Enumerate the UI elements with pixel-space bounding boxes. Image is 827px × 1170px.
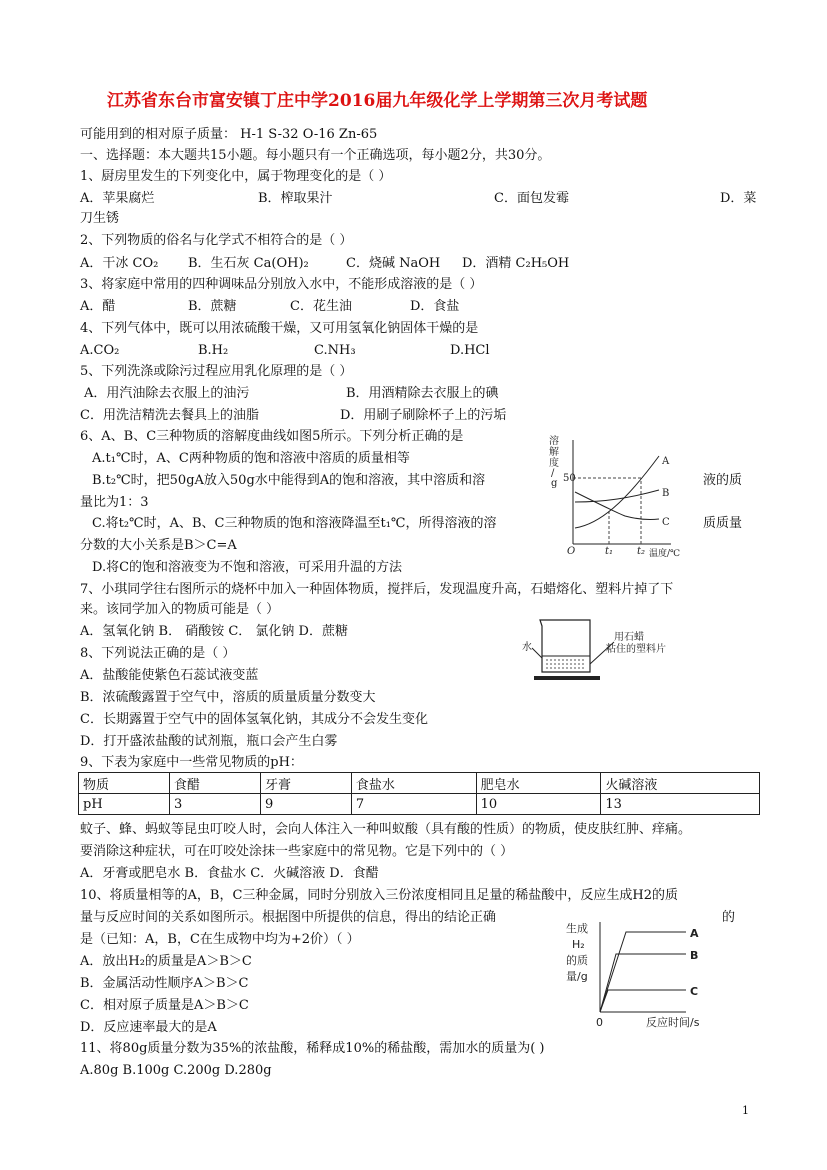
- q1-option-b: B．榨取果汁: [258, 191, 333, 206]
- graph6-ylabel-2: 解: [549, 447, 559, 458]
- q10-option-c: C．相对原子质量是A＞B＞C: [80, 998, 249, 1013]
- q6-stem: 6、A、B、C三种物质的溶解度曲线如图5所示。下列分析正确的是: [80, 429, 464, 444]
- q10-option-b: B．金属活动性顺序A＞B＞C: [80, 976, 249, 991]
- page-number: 1: [742, 1104, 749, 1117]
- beaker-figure: [520, 618, 710, 688]
- graph6-label-b: B: [662, 488, 670, 499]
- graph6-ylabel-3: 度: [549, 458, 559, 469]
- graph10-line-b: [600, 954, 686, 1012]
- graph10-xlabel: 反应时间/s: [646, 1016, 700, 1029]
- q8-option-d: D．打开盛浓盐酸的试剂瓶，瓶口会产生白雾: [80, 734, 338, 749]
- q1-option-a: A．苹果腐烂: [80, 191, 155, 206]
- q6-option-c-cont: 质质量: [703, 516, 743, 531]
- q6-option-a: A.t₁℃时，A、C两种物质的饱和溶液中溶质的质量相等: [92, 451, 410, 466]
- graph10-ylabel-1: 生成: [566, 922, 588, 935]
- q11-options: A.80g B.100g C.200g D.280g: [80, 1063, 272, 1078]
- graph6-curve-a: [575, 456, 659, 528]
- q1-option-c: C．面包发霉: [494, 191, 569, 206]
- graph6-y50: 50: [563, 473, 576, 484]
- graph10-origin: 0: [596, 1016, 603, 1029]
- graph10-label-a: A: [690, 927, 699, 940]
- beaker-water-label: 水: [522, 642, 532, 653]
- table-cell: 牙膏: [260, 773, 351, 794]
- table-cell: 食盐水: [351, 773, 476, 794]
- q3-option-b: B．蔗糖: [188, 299, 237, 314]
- q10-option-d: D．反应速率最大的是A: [80, 1020, 217, 1035]
- graph6-curve-c: [575, 492, 659, 520]
- q6-option-b-cont2: 量比为1：3: [80, 495, 149, 510]
- graph10-ylabel-2: H₂: [572, 938, 585, 951]
- q9-options: A．牙膏或肥皂水 B．食盐水 C．火碱溶液 D．食醋: [80, 866, 379, 881]
- q11-stem: 11、将80g质量分数为35%的浓盐酸，稀释成10%的稀盐酸，需加水的质量为( ): [80, 1041, 545, 1056]
- q4-option-d: D.HCl: [450, 343, 490, 358]
- q4-option-c: C.NH₃: [314, 343, 356, 358]
- graph10-ylabel-3: 的质: [566, 954, 588, 967]
- q6-option-b-cont: 液的质: [703, 473, 743, 488]
- q2-option-d: D．酒精 C₂H₅OH: [462, 256, 570, 271]
- q10-option-a: A．放出H₂的质量是A＞B＞C: [80, 954, 252, 969]
- q9-stem: 9、下表为家庭中一些常见物质的pH：: [80, 755, 303, 770]
- q7-stem-cont: 来。该同学加入的物质可能是（ ）: [80, 602, 280, 617]
- ph-table: [78, 772, 760, 815]
- beaker-label-2: 粘住的塑料片: [606, 644, 666, 655]
- q8-option-b: B．浓硫酸露置于空气中，溶质的质量质量分数变大: [80, 690, 376, 705]
- q6-option-b: B.t₂℃时，把50gA放入50g水中能得到A的饱和溶液，其中溶质和溶: [92, 473, 486, 488]
- q6-option-d: D.将C的饱和溶液变为不饱和溶液，可采用升温的方法: [92, 560, 403, 575]
- table-cell: 3: [169, 794, 260, 815]
- table-cell: 9: [260, 794, 351, 815]
- solubility-curve-figure: [545, 432, 695, 562]
- table-cell: 7: [351, 794, 476, 815]
- q4-option-a: A.CO₂: [80, 343, 120, 358]
- q6-option-c: C.将t₂℃时，A、B、C三种物质的饱和溶液降温至t₁℃，所得溶液的溶: [92, 516, 497, 531]
- graph10-label-c: C: [690, 985, 699, 998]
- q10-stem-cont-tail: 的: [722, 910, 736, 925]
- page-title: 江苏省东台市富安镇丁庄中学2016届九年级化学上学期第三次月考试题: [107, 91, 648, 111]
- graph6-xlabel: 温度/℃: [649, 549, 681, 559]
- table-cell: 10: [476, 794, 601, 815]
- graph6-curve-b: [575, 490, 659, 502]
- q6-option-c-cont2: 分数的大小关系是B＞C=A: [80, 538, 237, 553]
- q4-stem: 4、下列气体中，既可以用浓硫酸干燥，又可用氢氧化钠固体干燥的是: [80, 321, 479, 336]
- table-cell: pH: [79, 794, 170, 815]
- q2-stem: 2、下列物质的俗名与化学式不相符合的是（ ）: [80, 233, 353, 248]
- q5-option-c: C．用洗洁精洗去餐具上的油脂: [80, 408, 259, 423]
- q8-option-c: C．长期露置于空气中的固体氢氧化钠，其成分不会发生变化: [80, 712, 428, 727]
- graph10-line-a: [600, 932, 686, 1012]
- h2-mass-graph: [560, 918, 720, 1033]
- beaker-label-1: 用石蜡: [614, 632, 644, 643]
- q5-option-a: A．用汽油除去衣服上的油污: [84, 386, 250, 401]
- q5-option-b: B．用酒精除去衣服上的碘: [346, 386, 499, 401]
- graph10-label-b: B: [690, 949, 699, 962]
- q4-option-b: B.H₂: [198, 343, 229, 358]
- q2-option-a: A．干冰 CO₂: [80, 256, 159, 271]
- graph10-line-c: [600, 990, 686, 1012]
- graph6-origin: O: [567, 546, 576, 557]
- graph6-label-c: C: [662, 517, 670, 528]
- table-cell: 13: [601, 794, 760, 815]
- q3-option-c: C．花生油: [290, 299, 352, 314]
- table-cell: 火碱溶液: [601, 773, 760, 794]
- q1-stem: 1、厨房里发生的下列变化中，属于物理变化的是（ ）: [80, 169, 392, 184]
- q5-option-d: D．用刷子刷除杯子上的污垢: [340, 408, 507, 423]
- table-cell: 肥皂水: [476, 773, 601, 794]
- q3-option-d: D．食盐: [410, 299, 460, 314]
- table-cell: 物质: [79, 773, 170, 794]
- atomic-masses: 可能用到的相对原子质量： H-1 S-32 O-16 Zn-65: [80, 127, 378, 142]
- q8-stem: 8、下列说法正确的是（ ）: [80, 646, 236, 661]
- q1-option-d: D．菜: [720, 191, 757, 206]
- q2-option-c: C．烧碱 NaOH: [346, 256, 441, 271]
- q3-stem: 3、将家庭中常用的四种调味品分别放入水中，不能形成溶液的是（ ）: [80, 277, 483, 292]
- q10-stem: 10、将质量相等的A，B，C三种金属，同时分别放入三份浓度相同且足量的稀盐酸中，反应生成H2的质: [80, 888, 679, 903]
- graph6-t2: t₂: [637, 546, 646, 557]
- q10-stem-cont: 量与反应时间的关系如图所示。根据图中所提供的信息，得出的结论正确: [80, 910, 497, 925]
- graph6-t1: t₁: [605, 546, 614, 557]
- table-row: [79, 773, 760, 794]
- plastic-sheet: [534, 676, 600, 680]
- graph10-ylabel-4: 量/g: [566, 970, 588, 983]
- q10-stem-cont2: 是（已知：A，B，C在生成物中均为+2价）（ ）: [80, 932, 360, 947]
- q1-option-d-cont: 刀生锈: [80, 211, 120, 226]
- q8-option-a: A．盐酸能使紫色石蕊试液变蓝: [80, 668, 259, 683]
- q7-stem: 7、小琪同学往右图所示的烧杯中加入一种固体物质，搅拌后，发现温度升高，石蜡熔化、塑料片掉了下: [80, 582, 674, 597]
- q9-text-cont: 要消除这种症状，可在叮咬处涂抹一些家庭中的常见物。它是下列中的（ ）: [80, 844, 514, 859]
- table-cell: 食醋: [169, 773, 260, 794]
- q9-text: 蚊子、蜂、蚂蚁等昆虫叮咬人时，会向人体注入一种叫蚁酸（具有酸的性质）的物质，使皮肤红肿、痒痛。: [80, 822, 692, 837]
- q5-stem: 5、下列洗涤或除污过程应用乳化原理的是（ ）: [80, 364, 353, 379]
- graph6-ylabel-5: g: [551, 478, 558, 489]
- q3-option-a: A．醋: [80, 299, 116, 314]
- graph6-ylabel-4: /: [551, 468, 555, 479]
- section-heading: 一、选择题：本大题共15小题。每小题只有一个正确选项，每小题2分，共30分。: [80, 148, 551, 163]
- q7-options: A．氢氧化钠 B． 硝酸铵 C． 氯化钠 D．蔗糖: [80, 624, 348, 639]
- table-row: [79, 794, 760, 815]
- graph6-ylabel-1: 溶: [549, 436, 559, 447]
- graph6-label-a: A: [662, 456, 670, 467]
- q2-option-b: B．生石灰 Ca(OH)₂: [188, 256, 309, 271]
